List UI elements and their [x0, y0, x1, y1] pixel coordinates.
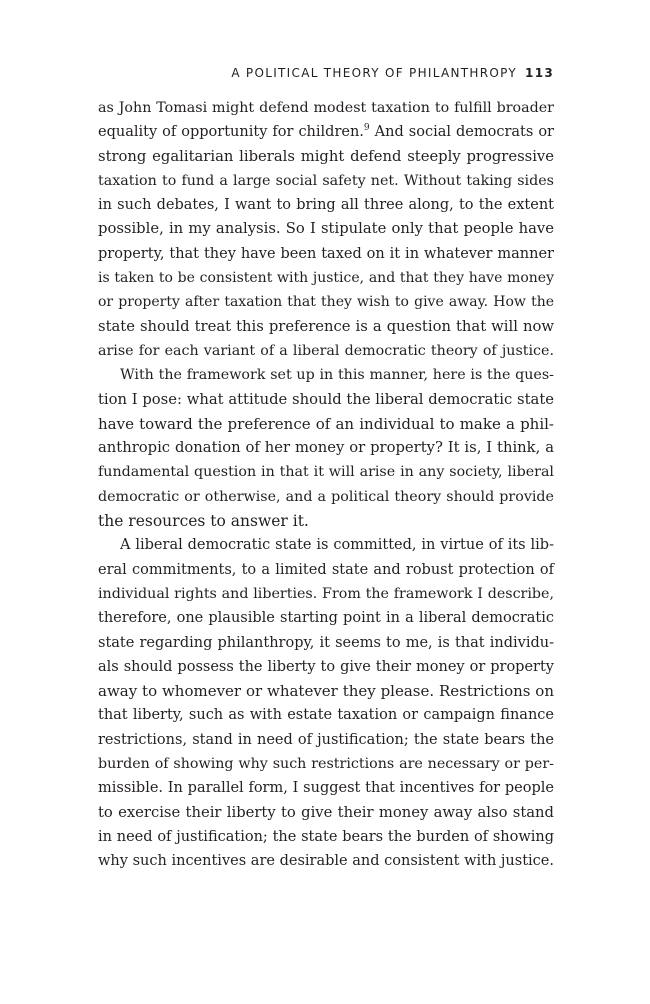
text-line: individual rights and liberties. From the framework I describe, [98, 585, 554, 602]
page-number: 113 [525, 66, 554, 80]
text-line: in such debates, I want to bring all three along, to the extent [98, 197, 554, 214]
footnote-reference: 9 [363, 123, 370, 134]
text-line: in need of justification; the state bears the burden of showing [98, 828, 554, 845]
text-line: possible, in my analysis. So I stipulate only that people have [98, 220, 554, 238]
text-line: missible. In parallel form, I suggest that incentives for people [98, 780, 554, 797]
text-line: the resources to answer it. [98, 512, 309, 531]
text-line: away to whomever or whatever they please. Restrictions on [98, 682, 554, 701]
text-line: arise for each variant of a liberal democratic theory of justice. [98, 342, 554, 359]
text-line: property, that they have been taxed on it in whatever manner [98, 245, 554, 262]
text-line: tion I pose: what attitude should the liberal democratic state [98, 390, 554, 408]
paragraph-3 [98, 533, 554, 873]
text-line [98, 120, 554, 144]
running-head-title: A POLITICAL THEORY OF PHILANTHROPY [231, 66, 518, 80]
text-line: burden of showing why such restrictions are necessary or per- [98, 756, 554, 773]
text-line: als should possess the liberty to give their money or property [98, 658, 554, 675]
text-line: state should treat this preference is a question that will now [98, 317, 554, 335]
paragraph-2 [98, 363, 554, 533]
text-line: strong egalitarian liberals might defend steeply progressive [98, 147, 554, 165]
text-line: is taken to be consistent with justice, and that they have money [98, 270, 554, 287]
text-line: or property after taxation that they wish to give away. How the [98, 294, 554, 311]
running-head [98, 64, 554, 82]
text-line: that liberty, such as with estate taxation or campaign finance [98, 707, 554, 724]
text-line: With the framework set up in this manner, here is the ques- [120, 367, 554, 384]
text-line: anthropic donation of her money or property? It is, I think, a [98, 439, 554, 457]
text-line: fundamental question in that it will arise in any society, liberal [98, 464, 554, 481]
paragraph-1 [98, 96, 554, 363]
text-line: democratic or otherwise, and a political theory should provide [98, 488, 554, 505]
text-line: taxation to fund a large social safety net. Without taking sides [98, 172, 554, 189]
text-line: restrictions, stand in need of justification; the state bears the [98, 731, 554, 748]
page-body [98, 96, 554, 874]
text-line: therefore, one plausible starting point in a liberal democratic [98, 610, 554, 627]
text-line: A liberal democratic state is committed, in virtue of its lib- [120, 537, 554, 554]
text-line: why such incentives are desirable and consistent with justice. [98, 853, 554, 870]
text-fragment: equality of opportunity for children. [98, 124, 364, 141]
text-fragment: And social democrats or [369, 124, 554, 141]
text-line: as John Tomasi might defend modest taxation to fulfill broader [98, 100, 554, 116]
text-line: eral commitments, to a limited state and robust protection of [98, 561, 554, 578]
text-line: have toward the preference of an individual to make a phil- [98, 414, 554, 433]
text-line: to exercise their liberty to give their money away also stand [98, 803, 554, 821]
text-line: state regarding philanthropy, it seems to me, is that individu- [98, 634, 554, 651]
